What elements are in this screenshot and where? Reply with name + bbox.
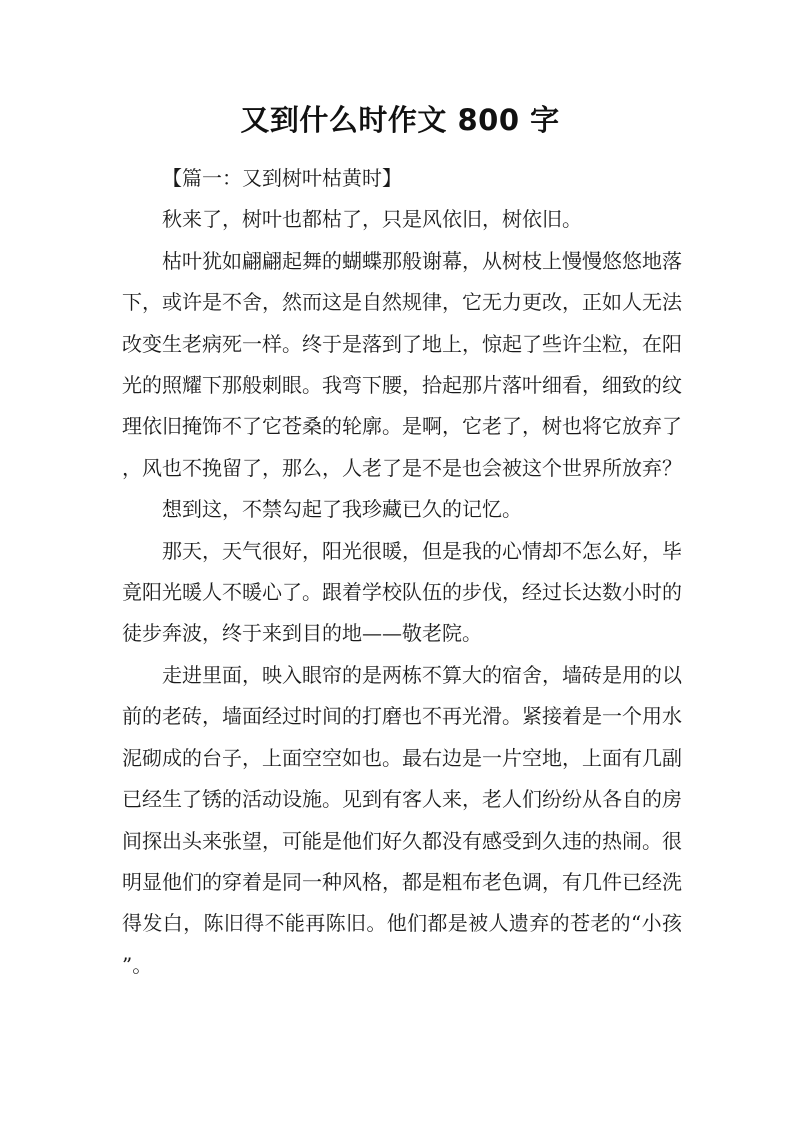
document-title: 又到什么时作文 800 字 [240, 103, 560, 137]
paragraph-2: 枯叶犹如翩翩起舞的蝴蝶那般谢幕，从树枝上慢慢悠悠地落下，或许是不舍，然而这是自然规律，它无力更改，正如人无法改变生老病死一样。终于是落到了地上，惊起了些许尘粒，在阳光的照耀下那般刺眼。我弯下腰，拾起那片落叶细看，细致的纹理依旧掩饰不了它苍桑的轮廓。是啊，它老了，树也将它放弃了，风也不挽留了，那么，人老了是不是也会被这个世界所放弃？ [122, 248, 682, 480]
document-body [122, 158, 682, 986]
paragraph-1: 秋来了，树叶也都枯了，只是风依旧，树依旧。 [162, 207, 582, 232]
section-heading: 【篇一：又到树叶枯黄时】 [162, 166, 402, 190]
paragraph-3: 想到这，不禁勾起了我珍藏已久的记忆。 [162, 497, 522, 522]
paragraph-4: 那天，天气很好，阳光很暖，但是我的心情却不怎么好，毕竟阳光暖人不暖心了。跟着学校队伍的步伐，经过长达数小时的徒步奔波，终于来到目的地——敬老院。 [122, 538, 682, 646]
paragraph-5: 走进里面，映入眼帘的是两栋不算大的宿舍，墙砖是用的以前的老砖，墙面经过时间的打磨也不再光滑。紧接着是一个用水泥砌成的台子，上面空空如也。最右边是一片空地，上面有几副已经生了锈的活动设施。见到有客人来，老人们纷纷从各自的房间探出头来张望，可能是他们好久都没有感受到久违的热闹。很明显他们的穿着是同一种风格，都是粗布老色调，有几件已经洗得发白，陈旧得不能再陈旧。他们都是被人遗弃的苍老的“小孩”。 [122, 662, 682, 977]
